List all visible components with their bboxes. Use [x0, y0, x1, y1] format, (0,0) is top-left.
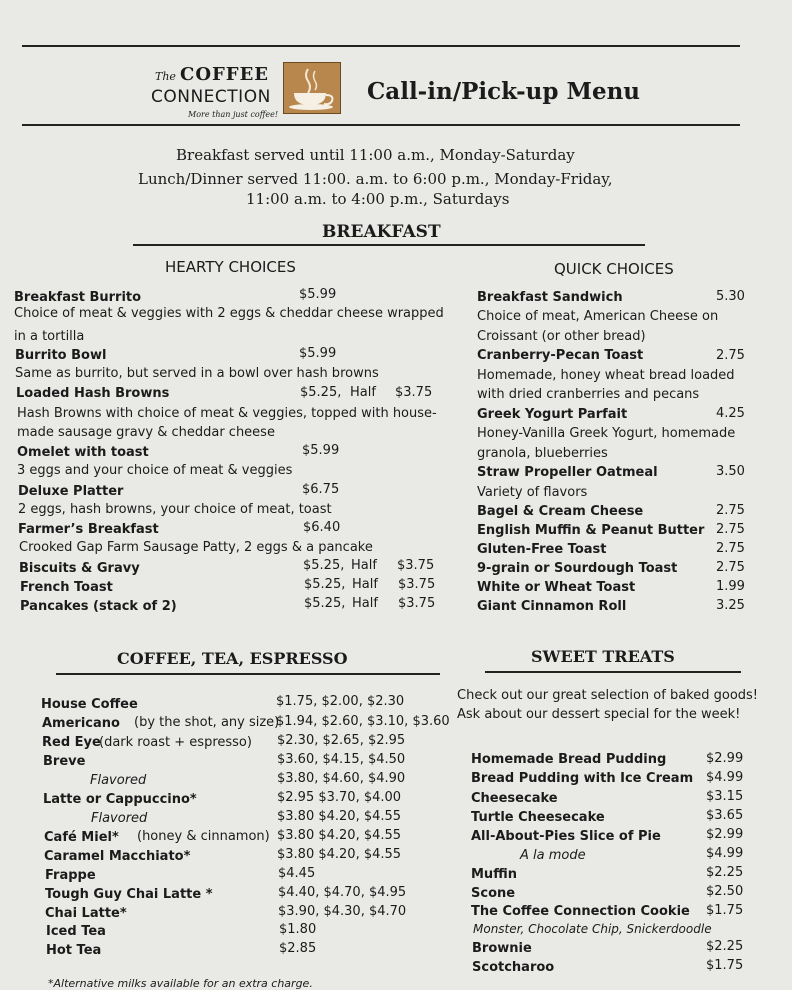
desc-omelet: 3 eggs and your choice of meat & veggies: [17, 463, 293, 478]
item-cafe-miel: Café Miel*: [44, 830, 119, 845]
item-frappe: Frappe: [45, 868, 96, 883]
item-hot-tea: Hot Tea: [46, 943, 102, 958]
desc-breakfast-burrito: Choice of meat & veggies with 2 eggs & cheddar cheese wrapped: [14, 306, 444, 321]
desc-loaded-hash-browns-2: made sausage gravy & cheddar cheese: [17, 425, 275, 440]
item-americano: Americano: [42, 716, 120, 731]
hearty-heading: HEARTY CHOICES: [165, 258, 296, 276]
note-cafe-miel: (honey & cinnamon): [137, 829, 270, 844]
price-breakfast-burrito: $5.99: [299, 287, 337, 302]
half-price-hash: $3.75: [395, 385, 433, 400]
list-item: Giant Cinnamon Roll: [477, 599, 627, 614]
item-cheesecake: Cheesecake: [471, 791, 558, 806]
item-latte-flavored: Flavored: [91, 811, 148, 826]
price-chai-latte: $3.90, $4.30, $4.70: [278, 904, 407, 919]
logo-tagline: More than just coffee!: [188, 110, 279, 119]
price-iced-tea: $1.80: [279, 922, 317, 937]
item-pancakes: Pancakes (stack of 2): [20, 599, 177, 614]
item-slice-of-pie: All-About-Pies Slice of Pie: [471, 829, 661, 844]
price-hot-tea: $2.85: [279, 941, 317, 956]
desc-loaded-hash-browns: Hash Browns with choice of meat & veggies, topped with house-: [17, 406, 437, 421]
item-biscuits-gravy: Biscuits & Gravy: [19, 561, 140, 576]
price-loaded-hash-browns: $5.25,: [300, 385, 342, 400]
logo-coffee: COFFEE: [180, 64, 270, 85]
item-bread-pudding: Homemade Bread Pudding: [471, 752, 667, 767]
item-french-toast: French Toast: [20, 580, 113, 595]
desc-burrito-bowl: Same as burrito, but served in a bowl over hash browns: [15, 366, 379, 381]
price-farmers-breakfast: $6.40: [303, 520, 341, 535]
half-label-hash: Half: [350, 385, 376, 400]
coffee-cup-icon: [283, 62, 341, 114]
price-biscuits-gravy: $5.25,: [303, 558, 345, 573]
desc-yogurt-parfait-2: granola, blueberries: [477, 446, 608, 461]
half-label-french: Half: [352, 577, 378, 592]
price-scone: $2.50: [706, 884, 744, 899]
item-chai-latte: Chai Latte*: [45, 906, 127, 921]
item-iced-tea: Iced Tea: [46, 924, 106, 939]
item-deluxe-platter: Deluxe Platter: [18, 484, 124, 499]
header-bottom-rule: [22, 124, 740, 126]
list-item-price: 2.75: [716, 560, 745, 575]
price-breakfast-sandwich: 5.30: [716, 289, 745, 304]
coffee-heading: COFFEE, TEA, ESPRESSO: [117, 649, 348, 668]
item-house-coffee: House Coffee: [41, 697, 138, 712]
desc-yogurt-parfait: Honey-Vanilla Greek Yogurt, homemade: [477, 426, 736, 441]
price-red-eye: $2.30, $2.65, $2.95: [277, 733, 406, 748]
note-americano: (by the shot, any size): [134, 715, 280, 730]
coffee-rule: [56, 673, 440, 675]
price-french-toast: $5.25,: [304, 577, 346, 592]
item-muffin: Muffin: [471, 867, 517, 882]
item-red-eye: Red Eye: [42, 735, 101, 750]
price-brownie: $2.25: [706, 939, 744, 954]
note-red-eye: (dark roast + espresso): [99, 735, 252, 750]
desc-oatmeal: Variety of flavors: [477, 485, 588, 500]
footnote: *Alternative milks available for an extra charge.: [48, 977, 313, 990]
item-scotcharoo: Scotcharoo: [472, 960, 555, 975]
price-cookie: $1.75: [706, 903, 744, 918]
sweets-intro-2: Ask about our dessert special for the week!: [457, 707, 741, 722]
list-item: Gluten-Free Toast: [477, 542, 607, 557]
quick-heading: QUICK CHOICES: [554, 260, 674, 278]
price-caramel-macchiato: $3.80 $4.20, $4.55: [277, 847, 402, 862]
half-label-pancakes: Half: [352, 596, 378, 611]
item-tough-guy-chai: Tough Guy Chai Latte *: [45, 887, 213, 902]
half-price-french: $3.75: [398, 577, 436, 592]
desc-cranberry-toast: Homemade, honey wheat bread loaded: [477, 368, 735, 383]
price-deluxe-platter: $6.75: [302, 482, 340, 497]
sweets-intro-1: Check out our great selection of baked goods!: [457, 688, 759, 703]
price-turtle-cheesecake: $3.65: [706, 808, 744, 823]
item-omelet: Omelet with toast: [17, 445, 149, 460]
desc-breakfast-sandwich: Choice of meat, American Cheese on: [477, 309, 719, 324]
item-brownie: Brownie: [472, 941, 532, 956]
price-yogurt-parfait: 4.25: [716, 406, 745, 421]
item-loaded-hash-browns: Loaded Hash Browns: [16, 386, 170, 401]
hours-line-1: Breakfast served until 11:00 a.m., Monday-Saturday: [176, 146, 575, 164]
item-yogurt-parfait: Greek Yogurt Parfait: [477, 407, 628, 422]
price-latte: $2.95 $3.70, $4.00: [277, 790, 402, 805]
breakfast-heading: BREAKFAST: [322, 222, 441, 242]
price-muffin: $2.25: [706, 865, 744, 880]
item-oatmeal: Straw Propeller Oatmeal: [477, 465, 658, 480]
price-cheesecake: $3.15: [706, 789, 744, 804]
item-breakfast-sandwich: Breakfast Sandwich: [477, 290, 623, 305]
logo-the: The: [155, 70, 176, 83]
item-burrito-bowl: Burrito Bowl: [15, 348, 107, 363]
list-item: Bagel & Cream Cheese: [477, 504, 644, 519]
breakfast-rule: [133, 244, 645, 246]
item-breakfast-burrito: Breakfast Burrito: [14, 290, 142, 305]
sweets-rule: [485, 671, 741, 673]
half-label-biscuits: Half: [351, 558, 377, 573]
item-cranberry-toast: Cranberry-Pecan Toast: [477, 348, 644, 363]
price-omelet: $5.99: [302, 443, 340, 458]
price-pancakes: $5.25,: [304, 596, 346, 611]
price-tough-guy-chai: $4.40, $4.70, $4.95: [278, 885, 407, 900]
desc-breakfast-sandwich-2: Croissant (or other bread): [477, 329, 646, 344]
item-bread-pudding-ice-cream: Bread Pudding with Ice Cream: [471, 771, 694, 786]
half-price-pancakes: $3.75: [398, 596, 436, 611]
header-top-rule: [22, 45, 740, 47]
price-cafe-miel: $3.80 $4.20, $4.55: [277, 828, 402, 843]
item-caramel-macchiato: Caramel Macchiato*: [44, 849, 191, 864]
sweets-heading: SWEET TREATS: [531, 647, 675, 666]
list-item-price: 2.75: [716, 541, 745, 556]
desc-farmers-breakfast: Crooked Gap Farm Sausage Patty, 2 eggs & a pancake: [19, 540, 373, 555]
list-item-price: 2.75: [716, 522, 745, 537]
price-frappe: $4.45: [278, 866, 316, 881]
price-breve: $3.60, $4.15, $4.50: [277, 752, 406, 767]
item-latte: Latte or Cappuccino*: [43, 792, 197, 807]
logo-connection: CONNECTION: [151, 87, 271, 107]
half-price-biscuits: $3.75: [397, 558, 435, 573]
page-title: Call-in/Pick-up Menu: [367, 78, 641, 105]
list-item-price: 3.25: [716, 598, 745, 613]
list-item: English Muffin & Peanut Butter: [477, 523, 705, 538]
item-scone: Scone: [471, 886, 516, 901]
list-item: White or Wheat Toast: [477, 580, 636, 595]
price-bread-pudding: $2.99: [706, 751, 744, 766]
hours-line-2: Lunch/Dinner served 11:00. a.m. to 6:00 p.m., Monday-Friday,: [138, 170, 613, 188]
list-item-price: 2.75: [716, 503, 745, 518]
desc-deluxe-platter: 2 eggs, hash browns, your choice of meat, toast: [18, 502, 332, 517]
item-breve: Breve: [43, 754, 86, 769]
price-bread-pudding-ice-cream: $4.99: [706, 770, 744, 785]
desc-breakfast-burrito-2: in a tortilla: [14, 329, 85, 344]
desc-cranberry-toast-2: with dried cranberries and pecans: [477, 387, 700, 402]
item-breve-flavored: Flavored: [90, 773, 147, 788]
item-turtle-cheesecake: Turtle Cheesecake: [471, 810, 605, 825]
price-slice-of-pie: $2.99: [706, 827, 744, 842]
price-americano: $1.94, $2.60, $3.10, $3.60: [276, 714, 450, 729]
price-breve-flavored: $3.80, $4.60, $4.90: [277, 771, 406, 786]
item-a-la-mode: A la mode: [520, 848, 586, 863]
price-cranberry-toast: 2.75: [716, 348, 745, 363]
price-scotcharoo: $1.75: [706, 958, 744, 973]
hours-line-3: 11:00 a.m. to 4:00 p.m., Saturdays: [246, 190, 510, 208]
item-farmers-breakfast: Farmer’s Breakfast: [18, 522, 159, 537]
list-item-price: 1.99: [716, 579, 745, 594]
cookie-flavors: Monster, Chocolate Chip, Snickerdoodle: [473, 922, 712, 936]
price-oatmeal: 3.50: [716, 464, 745, 479]
item-cookie: The Coffee Connection Cookie: [471, 904, 690, 919]
price-house-coffee: $1.75, $2.00, $2.30: [276, 694, 405, 709]
price-latte-flavored: $3.80 $4.20, $4.55: [277, 809, 402, 824]
list-item: 9-grain or Sourdough Toast: [477, 561, 678, 576]
price-burrito-bowl: $5.99: [299, 346, 337, 361]
price-a-la-mode: $4.99: [706, 846, 744, 861]
